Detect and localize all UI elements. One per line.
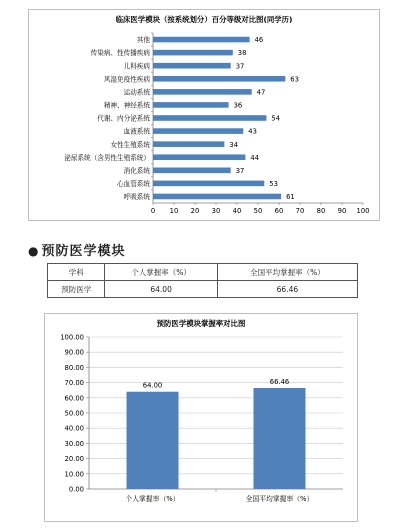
y-tick-label: 10.00 xyxy=(64,470,84,479)
y-tick-label: 50.00 xyxy=(64,409,84,418)
y-tick-label: 100.00 xyxy=(60,333,84,342)
table-header-cell: 个人掌握率（%） xyxy=(105,264,217,281)
data-label: 53 xyxy=(269,179,278,188)
data-label: 44 xyxy=(250,153,260,162)
data-label: 43 xyxy=(248,127,257,136)
x-tick-label: 0 xyxy=(150,207,156,215)
x-tick-label: 80 xyxy=(316,207,326,215)
bar xyxy=(153,181,264,187)
x-tick-label: 全国平均掌握率（%） xyxy=(245,495,314,503)
x-tick-label: 个人掌握率（%） xyxy=(125,495,180,503)
y-tick-label: 60.00 xyxy=(64,394,84,403)
bar xyxy=(153,89,252,95)
table-header-cell: 全国平均掌握率（%） xyxy=(217,264,357,281)
y-tick-label: 0.00 xyxy=(68,485,84,494)
x-tick-label: 100 xyxy=(356,207,370,215)
prevention-module-bar-chart xyxy=(45,314,357,521)
category-label: 女性生殖系统 xyxy=(110,140,150,149)
bar xyxy=(153,37,250,43)
x-tick-label: 70 xyxy=(295,207,305,215)
bar xyxy=(153,102,229,108)
category-label: 泌尿系统（含男性生殖系统） xyxy=(64,153,150,162)
bar xyxy=(153,115,266,121)
data-label: 36 xyxy=(233,101,243,110)
x-tick-label: 10 xyxy=(169,207,179,215)
chart-title: 预防医学模块掌握率对比图 xyxy=(156,319,246,328)
table-header-row xyxy=(48,264,358,281)
section-title: 预防医学模块 xyxy=(41,244,126,259)
x-tick-label: 30 xyxy=(211,207,221,215)
section-heading xyxy=(28,240,126,259)
category-label: 其他 xyxy=(136,36,150,45)
section-bullet: ● xyxy=(28,244,40,258)
data-label: 47 xyxy=(256,88,266,97)
category-label: 消化系统 xyxy=(123,166,150,175)
category-label: 儿科疾病 xyxy=(123,62,150,71)
score-table xyxy=(47,263,358,298)
prevention-chart-panel xyxy=(44,313,358,522)
bar xyxy=(153,63,231,69)
y-tick-label: 40.00 xyxy=(64,424,84,433)
data-label: 38 xyxy=(237,49,247,58)
bar xyxy=(254,388,306,489)
data-label: 61 xyxy=(286,193,295,202)
chart-title: 临床医学模块（按系统划分）百分等级对比图(同学历) xyxy=(115,15,293,24)
data-label: 63 xyxy=(290,75,299,84)
bar xyxy=(153,141,224,147)
x-tick-label: 90 xyxy=(337,207,347,215)
category-label: 呼吸系统 xyxy=(123,193,150,202)
bar xyxy=(153,128,243,134)
data-label: 54 xyxy=(271,114,281,123)
bar xyxy=(153,168,231,174)
y-tick-label: 30.00 xyxy=(64,439,84,448)
data-label: 64.00 xyxy=(142,381,163,390)
table-row xyxy=(48,281,358,298)
category-label: 运动系统 xyxy=(123,88,150,97)
category-label: 代谢、内分泌系统 xyxy=(97,114,150,123)
y-tick-label: 70.00 xyxy=(64,379,84,388)
table-cell: 64.00 xyxy=(105,281,217,298)
category-label: 心血管系统 xyxy=(117,179,150,188)
bar xyxy=(153,76,285,82)
y-tick-label: 90.00 xyxy=(64,348,84,357)
bar xyxy=(127,392,179,489)
data-label: 34 xyxy=(229,140,239,149)
category-label: 传染病、性传播疾病 xyxy=(90,49,150,58)
category-label: 风湿免疫性疾病 xyxy=(103,75,150,84)
x-tick-label: 60 xyxy=(274,207,284,215)
category-label: 血液系统 xyxy=(123,127,150,136)
x-tick-label: 40 xyxy=(232,207,242,215)
table-cell: 66.46 xyxy=(217,281,357,298)
data-label: 37 xyxy=(235,62,245,71)
bar xyxy=(153,194,281,200)
x-tick-label: 20 xyxy=(190,207,200,215)
y-tick-label: 80.00 xyxy=(64,363,84,372)
bar xyxy=(153,50,233,56)
clinical-module-bar-chart xyxy=(29,10,379,220)
clinical-chart-panel xyxy=(28,9,380,221)
data-label: 37 xyxy=(235,166,245,175)
x-tick-label: 50 xyxy=(253,207,263,215)
table-header-cell: 学科 xyxy=(48,264,105,281)
data-label: 46 xyxy=(254,36,264,45)
bar xyxy=(153,154,245,160)
data-label: 66.46 xyxy=(269,377,290,386)
category-label: 精神、神经系统 xyxy=(103,101,150,110)
y-tick-label: 20.00 xyxy=(64,455,84,464)
table-cell: 预防医学 xyxy=(48,281,105,298)
